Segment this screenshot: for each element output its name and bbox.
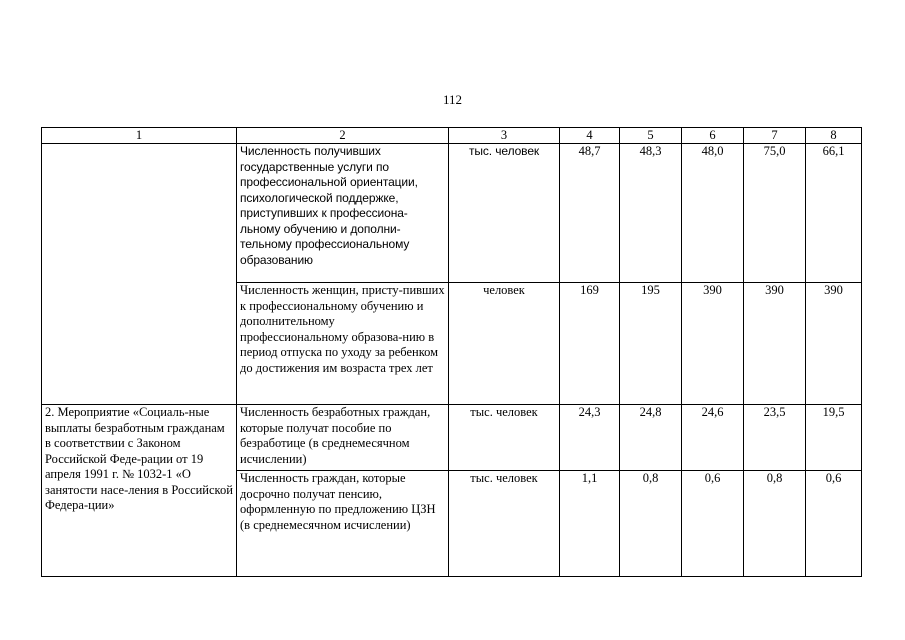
column-header: 3 (449, 128, 560, 144)
value-cell: 195 (620, 283, 682, 405)
indicator-cell: Численность получивших государственные услуги по профессиональной ориентации, психологической поддержке, приступивших к профессиона-льному обучению и дополни-тельному профессиональному образованию (237, 144, 449, 283)
measure-cell-empty (42, 144, 237, 405)
unit-cell: тыс. человек (449, 471, 560, 577)
value-cell: 24,3 (560, 405, 620, 471)
column-header: 8 (806, 128, 862, 144)
value-cell: 24,8 (620, 405, 682, 471)
column-header: 2 (237, 128, 449, 144)
table-row (42, 144, 862, 283)
unit-cell: человек (449, 283, 560, 405)
column-header: 7 (744, 128, 806, 144)
value-cell: 24,6 (682, 405, 744, 471)
indicator-cell: Численность женщин, присту-пивших к профессиональному обучению и дополнительному профессиональному образова-нию в период отпуска по уходу за ребенком до достижения им возраста трех лет (237, 283, 449, 405)
table-row (42, 405, 862, 471)
table-header-row (42, 128, 862, 144)
indicator-cell: Численность граждан, которые досрочно получат пенсию, оформленную по предложению ЦЗН (в среднемесячном исчислении) (237, 471, 449, 577)
value-cell: 23,5 (744, 405, 806, 471)
value-cell: 390 (806, 283, 862, 405)
value-cell: 390 (682, 283, 744, 405)
value-cell: 48,0 (682, 144, 744, 283)
value-cell: 0,8 (620, 471, 682, 577)
indicator-cell: Численность безработных граждан, которые получат пособие по безработице (в среднемесячном исчислении) (237, 405, 449, 471)
value-cell: 0,6 (806, 471, 862, 577)
column-header: 4 (560, 128, 620, 144)
column-header: 6 (682, 128, 744, 144)
value-cell: 0,8 (744, 471, 806, 577)
value-cell: 66,1 (806, 144, 862, 283)
value-cell: 390 (744, 283, 806, 405)
value-cell: 75,0 (744, 144, 806, 283)
value-cell: 169 (560, 283, 620, 405)
page-number: 112 (442, 92, 463, 107)
column-header: 5 (620, 128, 682, 144)
program-indicators-table (41, 127, 862, 577)
unit-cell: тыс. человек (449, 405, 560, 471)
unit-cell: тыс. человек (449, 144, 560, 283)
measure-cell: 2. Мероприятие «Социаль-ные выплаты безработным гражданам в соответствии с Законом Российской Феде-рации от 19 апреля 1991 г. № 1032-1 «О занятости насе-ления в Российской Федера-ции» (42, 405, 237, 577)
value-cell: 0,6 (682, 471, 744, 577)
value-cell: 1,1 (560, 471, 620, 577)
column-header: 1 (42, 128, 237, 144)
value-cell: 48,3 (620, 144, 682, 283)
value-cell: 48,7 (560, 144, 620, 283)
value-cell: 19,5 (806, 405, 862, 471)
